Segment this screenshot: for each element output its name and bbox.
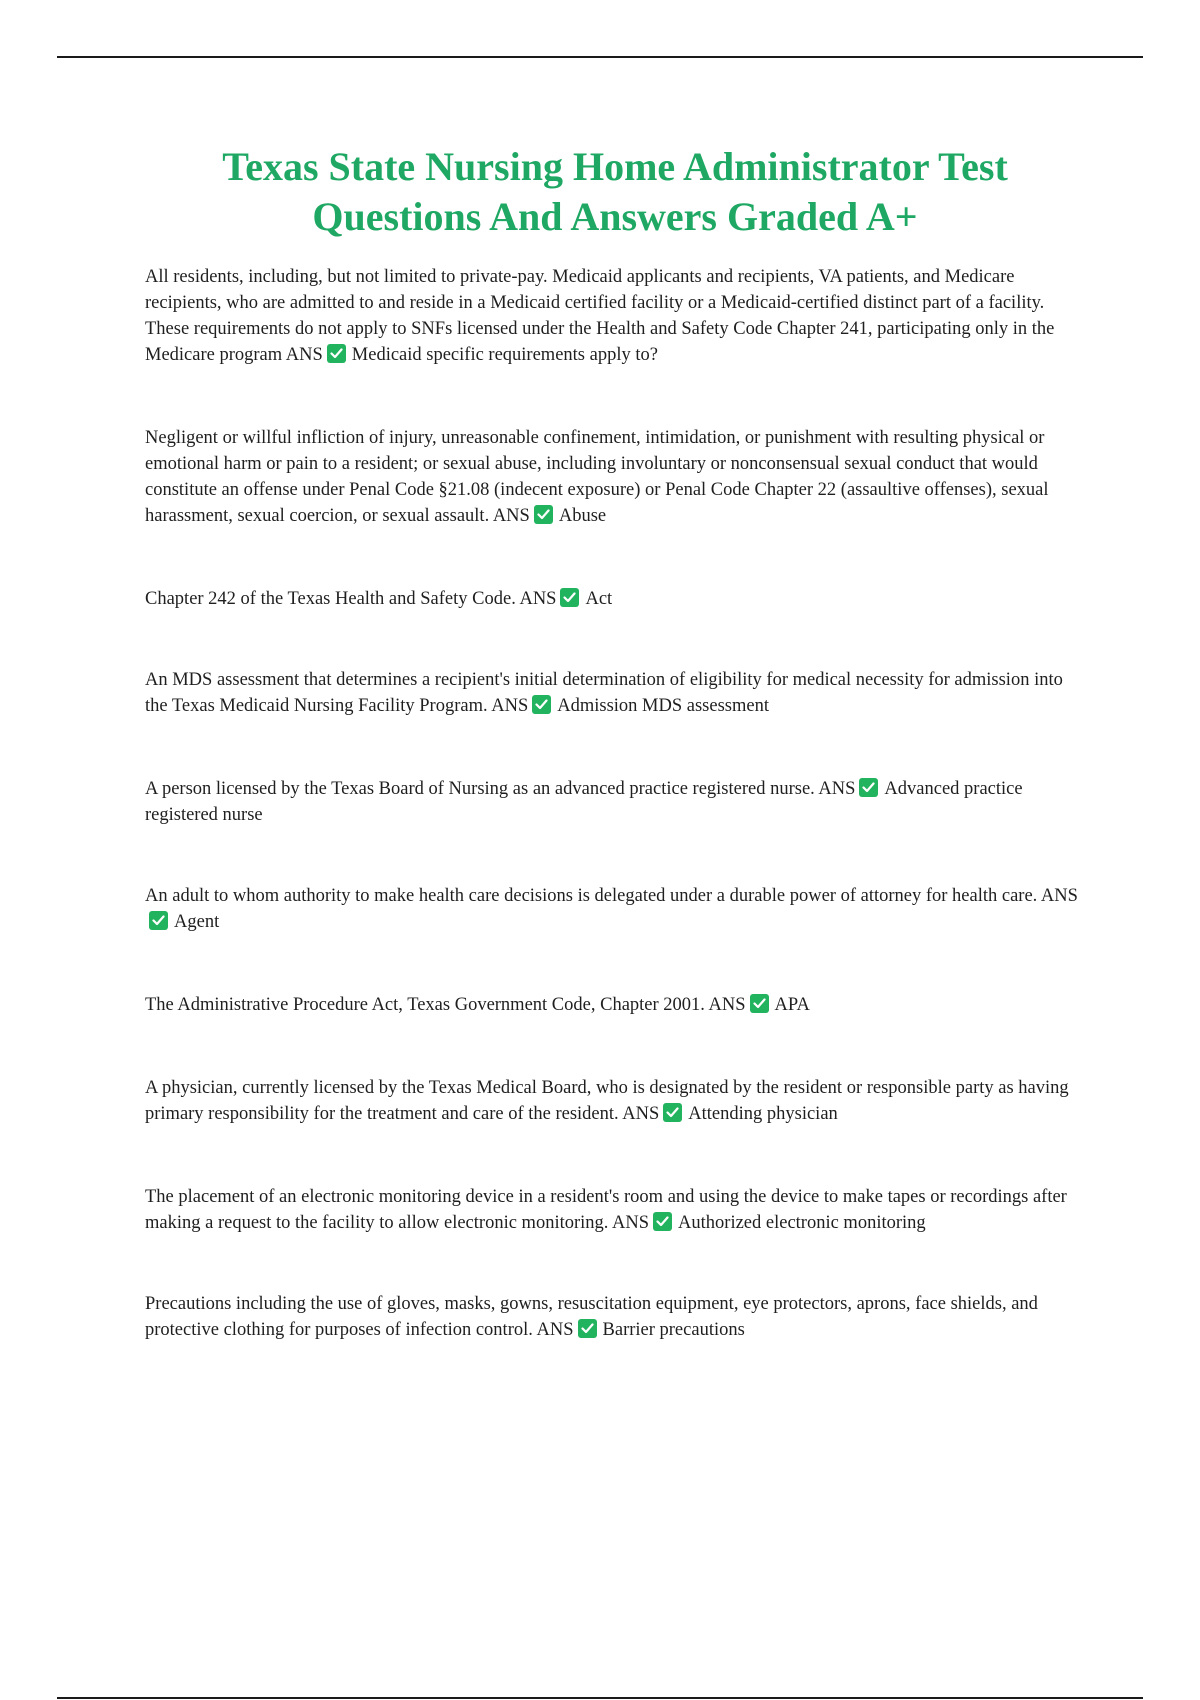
question-text: All residents, including, but not limited to private-pay. Medicaid applicants and recipients, VA patients, and Medicare recipients, who are admitted to and reside in a Medicaid certified facility or a Medicaid-certified distinct part of a facility. These requirements do not apply to SNFs licensed under the Health and Safety Code Chapter 241, participating only in the Medicare program [145,267,1055,365]
answer-marker: ANS [622,1104,660,1124]
document-title: Texas State Nursing Home Administrator Test Questions And Answers Graded A+ [222,144,1008,239]
answer-marker: ANS [285,345,323,365]
question-text: An adult to whom authority to make health care decisions is delegated under a durable power of attorney for health care. [145,886,1038,906]
answer-text: Medicaid specific requirements apply to? [351,345,658,365]
check-mark-icon [532,695,551,714]
question-text: A person licensed by the Texas Board of Nursing as an advanced practice registered nurse. [145,779,815,799]
answer-marker: ANS [492,506,530,526]
bottom-rule [57,1697,1143,1699]
answer-marker: ANS [491,696,529,716]
qa-entry [145,1075,1085,1127]
check-mark-icon [859,778,878,797]
document-body [145,142,1085,1343]
question-text: Chapter 242 of the Texas Health and Safety Code. [145,589,516,609]
answer-text: APA [774,995,810,1015]
answer-text: Authorized electronic monitoring [678,1213,926,1233]
qa-entry [145,586,1085,612]
answer-text: Attending physician [688,1104,838,1124]
answer-text: Admission MDS assessment [557,696,769,716]
question-text: Negligent or willful infliction of injury, unreasonable confinement, intimidation, or punishment with resulting physical or emotional harm or pain to a resident; or sexual abuse, including involuntary or nonconsensual sexual conduct that would constitute an offense under Penal Code §21.08 (indecent exposure) or Penal Code Chapter 22 (assaultive offenses), sexual harassment, sexual coercion, or sexual assault. [145,428,1049,526]
top-rule [57,56,1143,58]
check-mark-icon [750,994,769,1013]
qa-entry [145,667,1085,719]
qa-entry [145,264,1085,368]
answer-marker: ANS [612,1213,650,1233]
answer-text: Act [585,589,613,609]
answer-text: Barrier precautions [602,1320,745,1340]
qa-entry [145,883,1085,935]
qa-entry [145,992,1085,1018]
check-mark-icon [578,1319,597,1338]
question-text: A physician, currently licensed by the Texas Medical Board, who is designated by the resident or responsible party as having primary responsibility for the treatment and care of the resident. [145,1078,1069,1124]
check-mark-icon [327,344,346,363]
question-text: The Administrative Procedure Act, Texas Government Code, Chapter 2001. [145,995,705,1015]
question-text: Precautions including the use of gloves, masks, gowns, resuscitation equipment, eye protectors, aprons, face shields, and protective clothing for purposes of infection control. [145,1294,1038,1340]
check-mark-icon [534,505,553,524]
check-mark-icon [663,1103,682,1122]
qa-entry [145,776,1085,828]
answer-marker: ANS [536,1320,574,1340]
answer-text: Abuse [558,506,607,526]
answer-marker: ANS [1040,886,1078,906]
answer-marker: ANS [708,995,746,1015]
question-text: An MDS assessment that determines a recipient's initial determination of eligibility for medical necessity for admission into the Texas Medicaid Nursing Facility Program. [145,670,1063,716]
check-mark-icon [653,1212,672,1231]
check-mark-icon [149,911,168,930]
qa-entry [145,1291,1085,1343]
answer-marker: ANS [818,779,856,799]
check-mark-icon [560,588,579,607]
qa-entry [145,1184,1085,1236]
answer-text: Advanced practice registered nurse [145,779,1023,825]
answer-text: Agent [174,912,220,932]
answer-marker: ANS [519,589,557,609]
question-text: The placement of an electronic monitoring device in a resident's room and using the device to make tapes or recordings after making a request to the facility to allow electronic monitoring. [145,1187,1067,1233]
qa-entry [145,425,1085,529]
